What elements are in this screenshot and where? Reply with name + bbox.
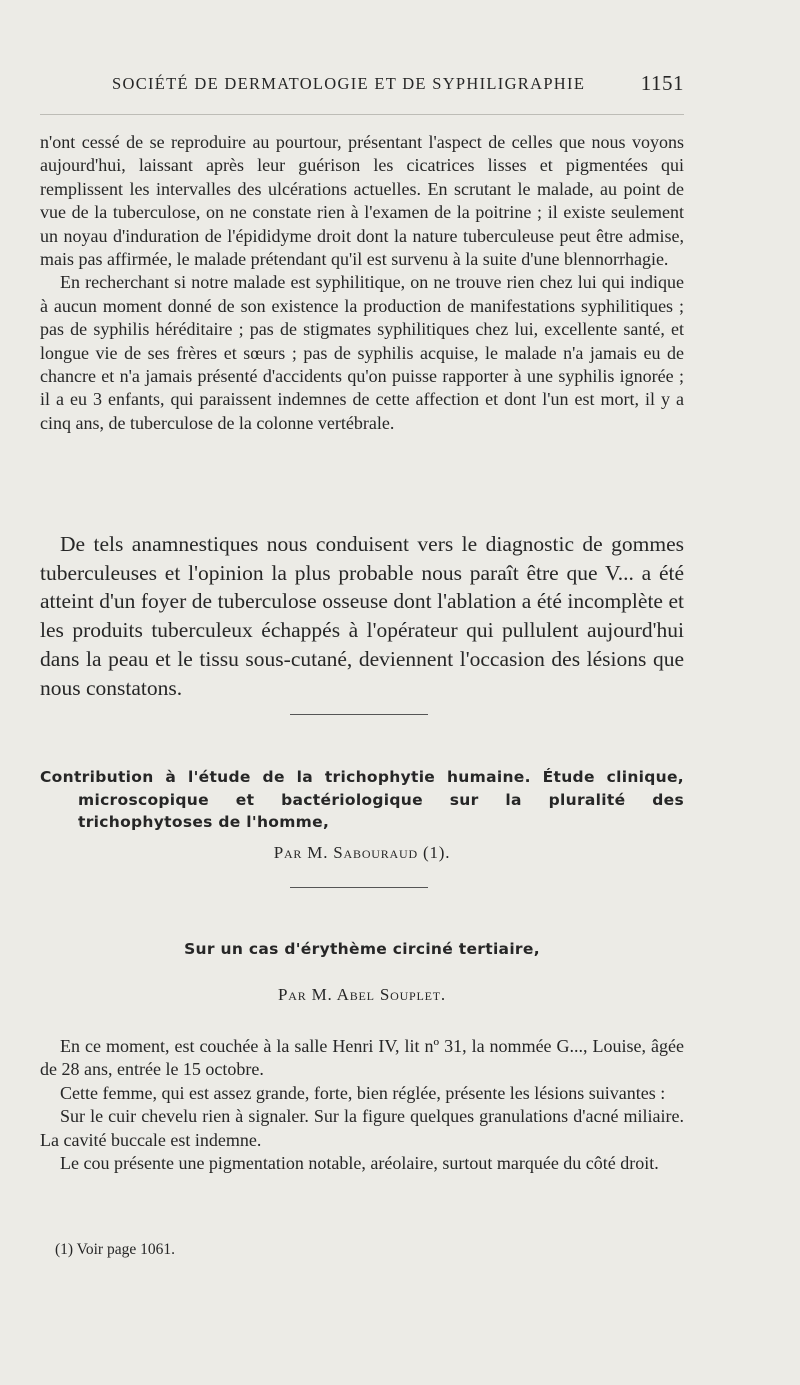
conclusion-paragraph [40,530,684,702]
section-divider [290,887,428,888]
paragraph: Sur le cuir chevelu rien à signaler. Sur la figure quelques granulations d'acné miliaire. La cavité buccale est indemne. [40,1106,684,1150]
header-rule [40,114,684,115]
article-byline: Par M. Abel Souplet. [278,985,446,1004]
running-header [112,71,684,95]
running-title: SOCIÉTÉ DE DERMATOLOGIE ET DE SYPHILIGRAPHIE [112,74,586,93]
body-text-top [40,131,684,435]
page-number: 1151 [640,71,684,95]
paragraph: Le cou présente une pigmentation notable, aréolaire, surtout marquée du côté droit. [60,1153,659,1174]
paragraph: Cette femme, qui est assez grande, forte, bien réglée, présente les lésions suivantes : [60,1082,666,1103]
article-byline: Par M. Sabouraud (1). [273,843,451,862]
paragraph: n'ont cessé de se reproduire au pourtour, présentant l'aspect de celles que nous voyons aujourd'hui, laissant après leur guérison les cicatrices lisses et pigmentées qui remplissent les intervalles des ulcérations actuelles. En scrutant le malade, au point de vue de la tuberculose, on ne constate rien à l'examen de la poitrine ; il existe seulement un noyau d'induration de l'épididyme droit dont la nature tuberculeuse peut être admise, mais pas affirmée, le malade prétendant qu'il est survenu à la suite d'une blennorrhagie. [40,132,684,270]
article-title: Sur un cas d'érythème circiné tertiaire, [184,940,540,958]
paragraph: De tels anamnestiques nous conduisent vers le diagnostic de gommes tuberculeuses et l'opinion la plus probable nous paraît être que V... a été atteint d'un foyer de tuberculose osseuse dont l'ablation a été incomplète et les produits tuberculeux échappés à l'opérateur qui pullulent aujourd'hui dans la peau et le tissu sous-cutané, deviennent l'occasion des lésions que nous constatons. [40,532,684,700]
paragraph: En ce moment, est couchée à la salle Henri IV, lit nº 31, la nommée G..., Louise, âgée de 28 ans, entrée le 15 octobre. [40,1036,684,1080]
section-divider [290,714,428,715]
paragraph: En recherchant si notre malade est syphilitique, on ne trouve rien chez lui qui indique à aucun moment donné de son existence la production de manifestations syphilitiques ; pas de syphilis héréditaire ; pas de stigmates syphilitiques chez lui, excellente santé, et longue vie de ses frères et sœurs ; pas de syphilis acquise, le malade n'a jamais eu de chancre et n'a jamais présenté d'accidents qu'on puisse rapporter à une syphilis ignorée ; il a eu 3 enfants, qui paraissent indemnes de cette affection et dont l'un est mort, il y a cinq ans, de tuberculose de la colonne vertébrale. [40,272,684,433]
body-text-bottom [40,1035,684,1175]
footnote: (1) Voir page 1061. [55,1241,175,1258]
article-title: Contribution à l'étude de la trichophytie humaine. Étude clinique, microscopique et bactériologique sur la pluralité des trichophytoses de l'homme, [40,768,684,831]
